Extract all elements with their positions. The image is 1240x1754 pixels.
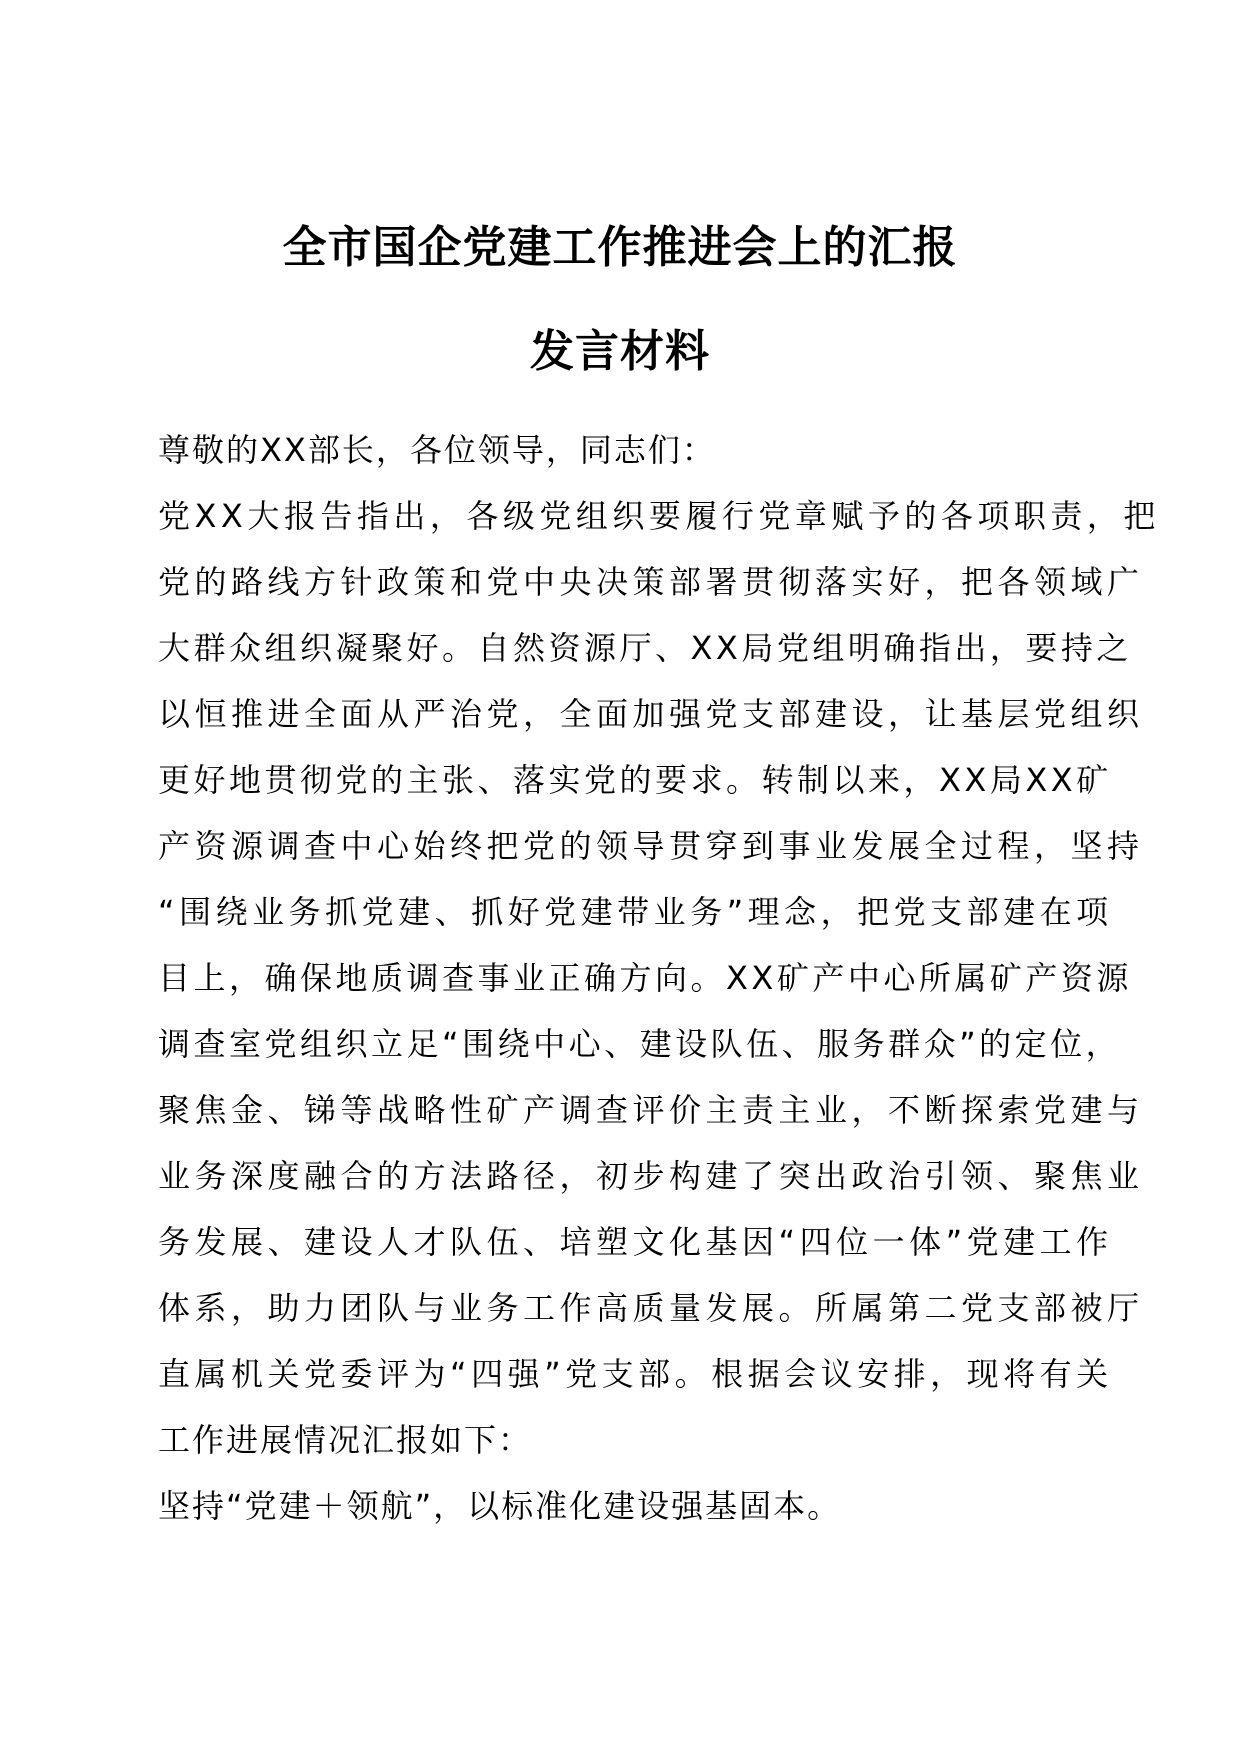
body-line: 直属机关党委评为“四强”党支部。根据会议安排，现将有关 [158,1355,1113,1393]
body-line: 务发展、建设人才队伍、培塑文化基因“四位一体”党建工作 [158,1223,1113,1261]
body-line: 以恒推进全面从严治党，全面加强党支部建设，让基层党组织 [158,695,1144,733]
body-line: 更好地贯彻党的主张、落实党的要求。转制以来，XX局XX矿 [158,761,1112,799]
body-line: 业务深度融合的方法路径，初步构建了突出政治引领、聚焦业 [158,1157,1144,1195]
document-title-line-1: 全市国企党建工作推进会上的汇报 [282,222,958,273]
body-line: 党的路线方针政策和党中央决策部署贯彻落实好，把各领域广 [158,563,1144,601]
body-line: 体系，助力团队与业务工作高质量发展。所属第二党支部被厅 [158,1289,1144,1327]
section-heading: 坚持“党建＋领航”，以标准化建设强基固本。 [158,1487,842,1525]
body-line: 产资源调查中心始终把党的领导贯穿到事业发展全过程，坚持 [158,827,1144,865]
salutation: 尊敬的XX部长，各位领导，同志们： [158,431,716,469]
body-line: 党XX大报告指出，各级党组织要履行党章赋予的各项职责，把 [158,497,1160,535]
body-line: “围绕业务抓党建、抓好党建带业务”理念，把党支部建在项 [158,893,1113,931]
body-line: 调查室党组织立足“围绕中心、建设队伍、服务群众”的定位， [158,1025,1122,1063]
body-line: 目上，确保地质调查事业正确方向。XX矿产中心所属矿产资源 [158,959,1132,997]
document-title-line-2: 发言材料 [530,326,710,377]
body-line: 工作进展情况汇报如下： [158,1421,533,1459]
body-line: 聚焦金、锑等战略性矿产调查评价主责主业，不断探索党建与 [158,1091,1144,1129]
body-line: 大群众组织凝聚好。自然资源厅、XX局党组明确指出，要持之 [158,629,1132,667]
